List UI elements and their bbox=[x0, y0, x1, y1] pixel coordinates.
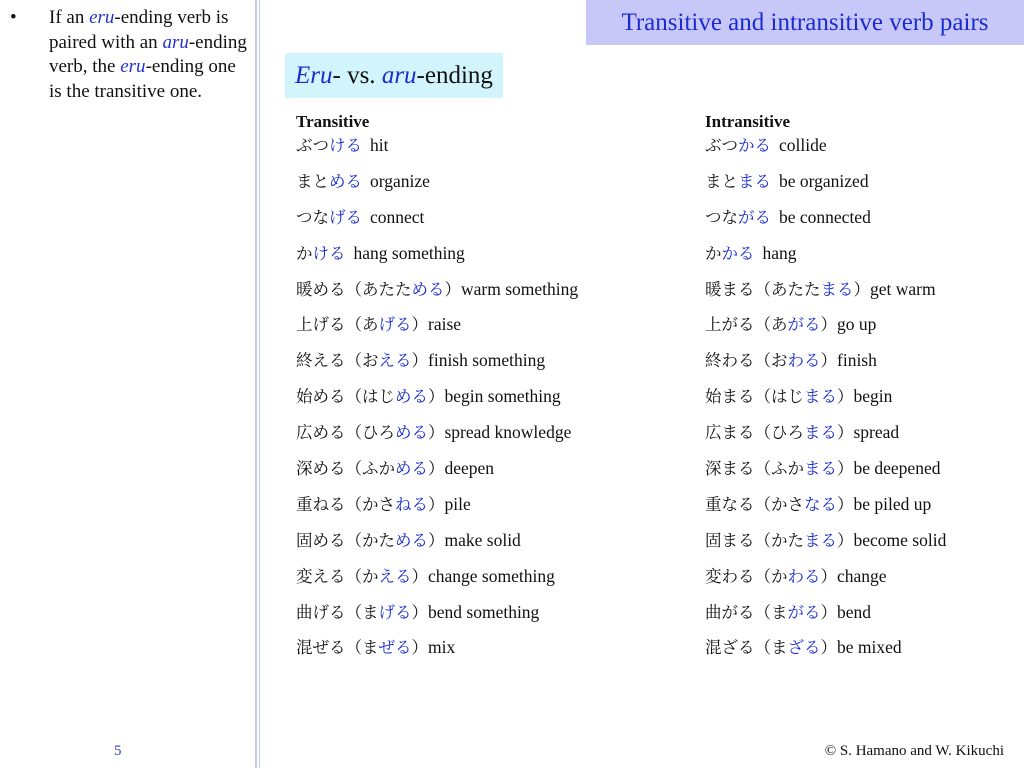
verb-ending: まる bbox=[804, 423, 837, 443]
verb-japanese bbox=[705, 351, 837, 370]
verb-paren-close: ） bbox=[428, 387, 445, 407]
divider-line bbox=[255, 0, 257, 768]
verb-english: spread bbox=[853, 422, 900, 443]
verb-english: bend bbox=[837, 601, 872, 622]
verb-english: raise bbox=[428, 314, 462, 335]
verb-ending: める bbox=[329, 171, 362, 191]
verb-ending: がる bbox=[738, 207, 771, 227]
verb-stem: ぶつ bbox=[296, 136, 329, 155]
verb-japanese bbox=[705, 315, 837, 334]
transitive-verb-row bbox=[296, 236, 578, 272]
verb-paren-close: ） bbox=[820, 315, 837, 335]
verb-japanese bbox=[296, 423, 445, 442]
verb-paren-close: ） bbox=[837, 530, 854, 550]
intransitive-header: Intransitive bbox=[705, 112, 790, 131]
verb-paren-close: ） bbox=[853, 279, 870, 299]
verb-english: hang bbox=[762, 242, 797, 263]
transitive-verb-row bbox=[296, 164, 578, 200]
verb-english: spread knowledge bbox=[444, 422, 572, 443]
verb-english: get warm bbox=[870, 278, 936, 299]
subtitle-vs: - vs. bbox=[332, 62, 382, 89]
verb-stem: 混ざる（ま bbox=[705, 638, 788, 658]
verb-ending: める bbox=[395, 387, 428, 407]
verb-japanese bbox=[705, 603, 837, 622]
verb-ending: がる bbox=[787, 315, 821, 335]
verb-japanese bbox=[296, 638, 428, 657]
verb-stem: 重ねる（かさ bbox=[296, 494, 395, 514]
verb-stem: 混ぜる（ま bbox=[296, 638, 379, 658]
verb-japanese bbox=[296, 531, 445, 550]
verb-stem: 上げる（あ bbox=[296, 315, 379, 335]
bullet-fragment: -ending verb is paired with an bbox=[49, 7, 229, 53]
verb-paren-close: ） bbox=[411, 566, 428, 586]
verb-ending: める bbox=[395, 423, 428, 443]
intransitive-verb-row bbox=[705, 523, 946, 559]
verb-ending: わる bbox=[787, 351, 821, 371]
copyright-footer: © S. Hamano and W. Kikuchi bbox=[824, 743, 1004, 759]
transitive-header: Transitive bbox=[296, 112, 370, 131]
verb-stem: まと bbox=[296, 171, 329, 191]
bullet-highlight: eru bbox=[89, 7, 115, 28]
verb-japanese bbox=[296, 567, 428, 586]
verb-japanese bbox=[705, 387, 854, 406]
transitive-verb-row bbox=[296, 487, 578, 523]
verb-japanese bbox=[705, 495, 854, 514]
transitive-verb-row bbox=[296, 128, 578, 164]
verb-ending: まる bbox=[804, 387, 837, 407]
verb-stem: ぶつ bbox=[705, 136, 738, 155]
bullet-fragment: -ending verb, the bbox=[49, 31, 247, 77]
verb-ending: める bbox=[395, 530, 428, 550]
intransitive-verb-row bbox=[705, 236, 946, 272]
transitive-verb-row bbox=[296, 559, 578, 595]
verb-english: organize bbox=[370, 170, 430, 191]
verb-japanese bbox=[705, 172, 771, 191]
intransitive-verb-row bbox=[705, 164, 946, 200]
verb-english: be piled up bbox=[853, 493, 932, 514]
verb-paren-close: ） bbox=[428, 494, 445, 514]
verb-stem: 終える（お bbox=[296, 351, 379, 371]
verb-japanese bbox=[296, 244, 346, 263]
verb-english: pile bbox=[444, 493, 471, 514]
verb-japanese bbox=[296, 603, 428, 622]
verb-ending: げる bbox=[378, 315, 412, 335]
transitive-verb-row bbox=[296, 595, 578, 631]
verb-ending: まる bbox=[804, 530, 837, 550]
intransitive-verb-row bbox=[705, 128, 946, 164]
subtitle-eru: Eru bbox=[295, 62, 333, 89]
verb-paren-close: ） bbox=[837, 459, 854, 479]
verb-english: go up bbox=[837, 314, 877, 335]
verb-stem: 固める（かた bbox=[296, 530, 395, 550]
transitive-verb-row bbox=[296, 630, 578, 666]
verb-paren-close: ） bbox=[411, 351, 428, 371]
verb-japanese bbox=[705, 280, 870, 299]
verb-english: warm something bbox=[461, 278, 579, 299]
verb-stem: つな bbox=[705, 207, 738, 227]
verb-stem: 曲がる（ま bbox=[705, 602, 788, 622]
verb-ending: まる bbox=[738, 171, 771, 191]
verb-japanese bbox=[705, 567, 837, 586]
verb-stem: 深まる（ふか bbox=[705, 459, 804, 479]
verb-english: mix bbox=[428, 637, 456, 658]
transitive-verb-row bbox=[296, 379, 578, 415]
verb-ending: える bbox=[378, 566, 412, 586]
verb-stem: つな bbox=[296, 207, 329, 227]
bullet-fragment: -ending one is the transitive one. bbox=[49, 56, 236, 102]
verb-stem: まと bbox=[705, 171, 738, 191]
intransitive-verb-row bbox=[705, 343, 946, 379]
slide-subtitle bbox=[285, 53, 503, 98]
verb-japanese bbox=[296, 315, 428, 334]
verb-stem: 始まる（はじ bbox=[705, 387, 804, 407]
divider-line-secondary bbox=[259, 0, 260, 768]
transitive-list bbox=[296, 128, 578, 666]
subtitle-aru: aru bbox=[381, 62, 417, 89]
transitive-verb-row bbox=[296, 415, 578, 451]
verb-ending: まる bbox=[820, 279, 854, 299]
intransitive-list bbox=[705, 128, 946, 666]
verb-english: bend something bbox=[428, 601, 540, 622]
verb-ending: ける bbox=[312, 243, 346, 263]
verb-stem: 暖まる（あたた bbox=[705, 279, 821, 299]
verb-paren-close: ） bbox=[837, 387, 854, 407]
slide-title: Transitive and intransitive verb pairs bbox=[586, 0, 1024, 45]
verb-japanese bbox=[705, 423, 854, 442]
verb-english: finish something bbox=[428, 350, 546, 371]
verb-japanese bbox=[296, 136, 362, 155]
verb-ending: める bbox=[395, 459, 428, 479]
bullet-highlight: eru bbox=[120, 56, 146, 77]
bullet-fragment: If an bbox=[49, 7, 90, 28]
verb-ending: える bbox=[378, 351, 412, 371]
verb-ending: げる bbox=[378, 602, 412, 622]
transitive-verb-row bbox=[296, 200, 578, 236]
intransitive-verb-row bbox=[705, 272, 946, 308]
subtitle-ending: -ending bbox=[416, 62, 493, 89]
verb-ending: わる bbox=[787, 566, 821, 586]
bullet-text bbox=[49, 6, 250, 104]
verb-english: be organized bbox=[779, 170, 869, 191]
verb-english: begin bbox=[853, 386, 893, 407]
verb-stem: か bbox=[296, 243, 313, 263]
verb-paren-close: ） bbox=[444, 279, 461, 299]
verb-paren-close: ） bbox=[837, 494, 854, 514]
verb-english: change bbox=[837, 565, 887, 586]
verb-english: collide bbox=[779, 135, 827, 155]
verb-paren-close: ） bbox=[820, 638, 837, 658]
verb-ending: かる bbox=[738, 136, 771, 155]
verb-japanese bbox=[296, 387, 445, 406]
verb-paren-close: ） bbox=[411, 638, 428, 658]
bullet-highlight: aru bbox=[162, 31, 189, 53]
intransitive-verb-row bbox=[705, 559, 946, 595]
intransitive-verb-row bbox=[705, 487, 946, 523]
verb-stem: 広まる（ひろ bbox=[705, 423, 804, 443]
verb-ending: ざる bbox=[787, 638, 821, 658]
sidebar-bullet bbox=[10, 6, 250, 104]
verb-paren-close: ） bbox=[428, 530, 445, 550]
verb-japanese bbox=[705, 531, 854, 550]
verb-japanese bbox=[705, 208, 771, 227]
intransitive-column bbox=[705, 110, 946, 666]
verb-paren-close: ） bbox=[428, 423, 445, 443]
verb-stem: 深める（ふか bbox=[296, 459, 395, 479]
verb-stem: 広める（ひろ bbox=[296, 423, 395, 443]
verb-paren-close: ） bbox=[428, 459, 445, 479]
verb-english: be mixed bbox=[837, 637, 902, 658]
verb-english: hit bbox=[370, 135, 389, 155]
transitive-verb-row bbox=[296, 523, 578, 559]
verb-paren-close: ） bbox=[820, 566, 837, 586]
verb-english: make solid bbox=[444, 529, 521, 550]
verb-japanese bbox=[296, 459, 445, 478]
verb-stem: 上がる（あ bbox=[705, 315, 788, 335]
transitive-column bbox=[296, 110, 578, 666]
transitive-verb-row bbox=[296, 343, 578, 379]
verb-japanese bbox=[705, 136, 771, 155]
verb-paren-close: ） bbox=[411, 315, 428, 335]
verb-stem: 始める（はじ bbox=[296, 387, 395, 407]
verb-english: be connected bbox=[779, 206, 871, 227]
verb-japanese bbox=[296, 172, 362, 191]
verb-ending: まる bbox=[804, 459, 837, 479]
verb-ending: ねる bbox=[395, 494, 428, 514]
intransitive-verb-row bbox=[705, 630, 946, 666]
verb-ending: がる bbox=[787, 602, 821, 622]
bullet-dot: • bbox=[10, 7, 17, 28]
verb-stem: 終わる（お bbox=[705, 351, 788, 371]
verb-paren-close: ） bbox=[411, 602, 428, 622]
verb-japanese bbox=[705, 459, 854, 478]
verb-stem: 重なる（かさ bbox=[705, 494, 804, 514]
intransitive-verb-row bbox=[705, 379, 946, 415]
verb-stem: 曲げる（ま bbox=[296, 602, 379, 622]
verb-ending: なる bbox=[804, 494, 837, 514]
verb-english: connect bbox=[370, 206, 425, 227]
transitive-verb-row bbox=[296, 272, 578, 308]
transitive-verb-row bbox=[296, 451, 578, 487]
intransitive-verb-row bbox=[705, 415, 946, 451]
verb-paren-close: ） bbox=[837, 423, 854, 443]
intransitive-verb-row bbox=[705, 200, 946, 236]
verb-ending: ける bbox=[329, 136, 362, 155]
verb-english: begin something bbox=[444, 386, 561, 407]
verb-japanese bbox=[296, 495, 445, 514]
verb-paren-close: ） bbox=[820, 351, 837, 371]
intransitive-verb-row bbox=[705, 451, 946, 487]
intransitive-verb-row bbox=[705, 595, 946, 631]
verb-stem: か bbox=[705, 243, 722, 263]
verb-english: become solid bbox=[853, 529, 947, 550]
verb-stem: 変える（か bbox=[296, 566, 379, 586]
verb-english: deepen bbox=[444, 458, 495, 479]
verb-ending: かる bbox=[721, 243, 755, 263]
verb-english: hang something bbox=[353, 242, 465, 263]
page-number: 5 bbox=[114, 743, 122, 759]
verb-stem: 固まる（かた bbox=[705, 530, 804, 550]
verb-ending: める bbox=[411, 279, 445, 299]
transitive-verb-row bbox=[296, 307, 578, 343]
verb-japanese bbox=[296, 351, 428, 370]
verb-japanese bbox=[705, 244, 755, 263]
verb-japanese bbox=[705, 638, 837, 657]
sidebar-notes bbox=[0, 0, 255, 768]
verb-english: change something bbox=[428, 565, 555, 586]
verb-ending: げる bbox=[329, 207, 362, 227]
verb-paren-close: ） bbox=[820, 602, 837, 622]
verb-stem: 暖める（あたた bbox=[296, 279, 412, 299]
verb-english: be deepened bbox=[853, 458, 941, 479]
verb-english: finish bbox=[837, 350, 877, 371]
verb-japanese bbox=[296, 280, 461, 299]
verb-stem: 変わる（か bbox=[705, 566, 788, 586]
verb-japanese bbox=[296, 208, 362, 227]
verb-ending: ぜる bbox=[378, 638, 412, 658]
intransitive-verb-row bbox=[705, 307, 946, 343]
